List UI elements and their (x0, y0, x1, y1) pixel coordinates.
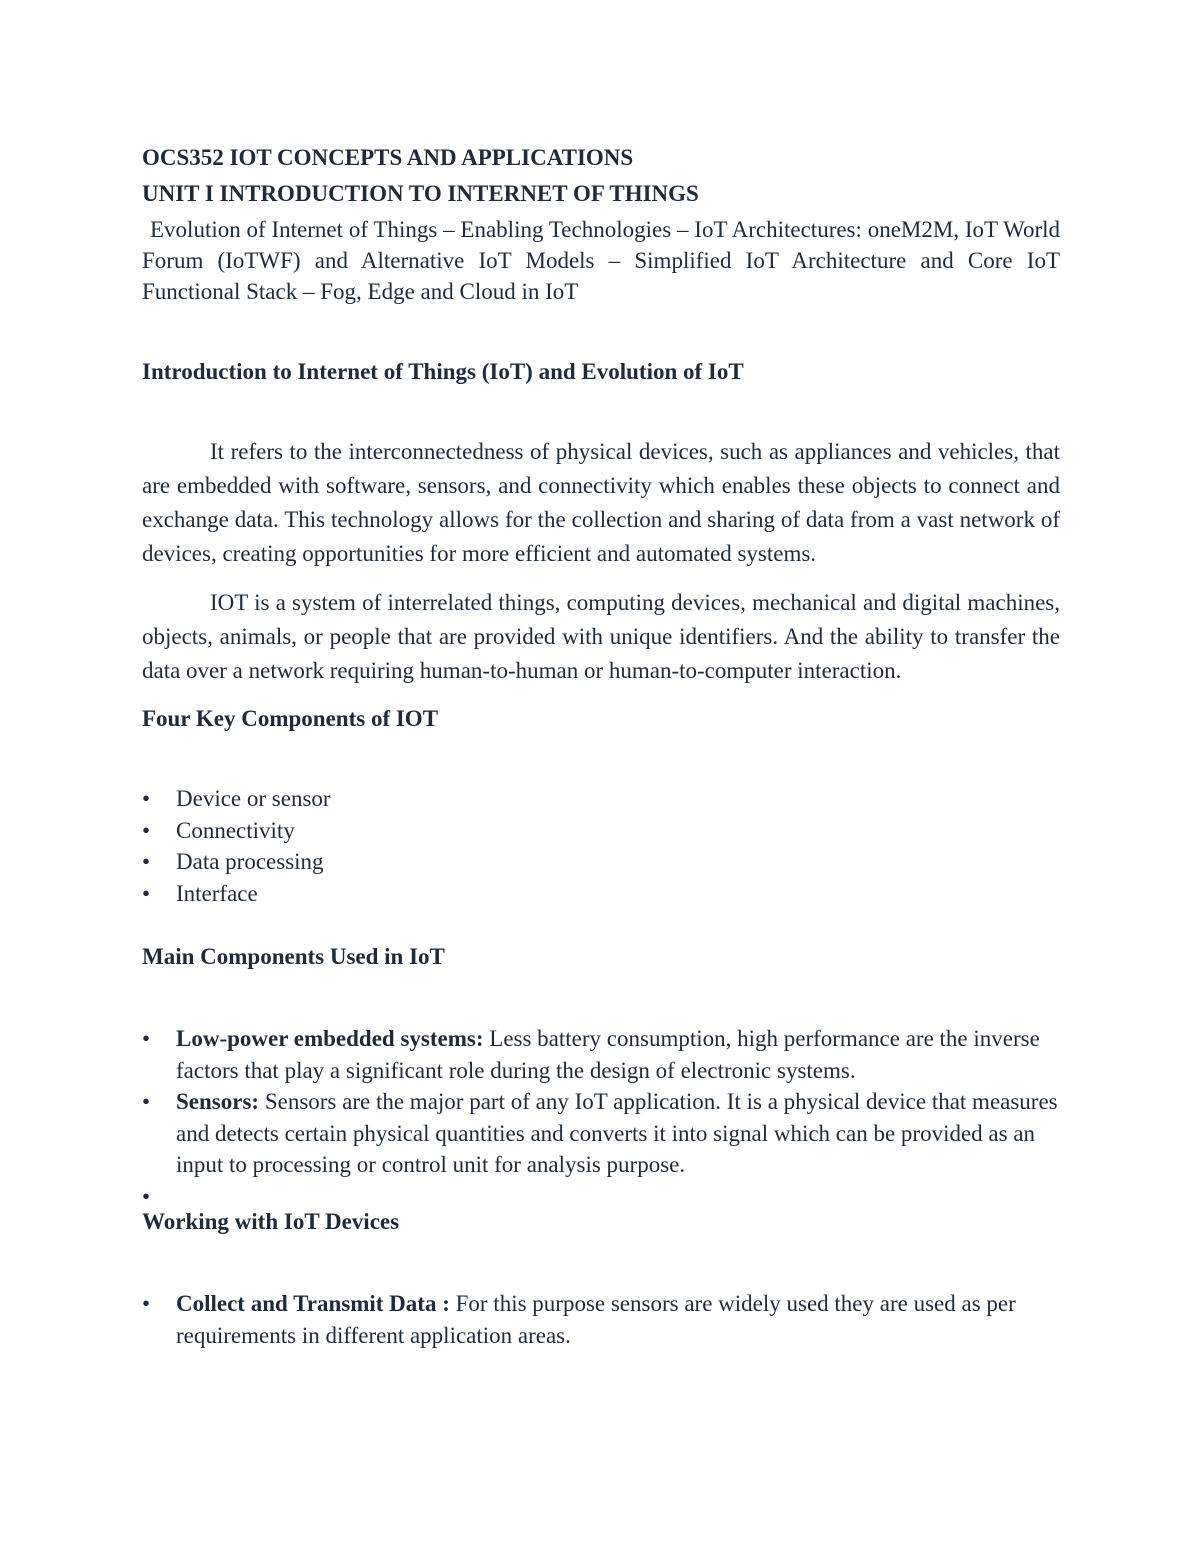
list-item-text: Less battery consumption, high performance are the inverse factors that play a significant role during the design of electronic systems. (176, 1026, 1040, 1083)
bullet-icon: • (142, 1089, 151, 1114)
list-item (142, 783, 1060, 815)
section-heading-key-components: Four Key Components of IOT (142, 706, 439, 731)
section-heading-main-components: Main Components Used in IoT (142, 944, 445, 969)
key-components-list (142, 783, 1060, 909)
list-item (142, 1288, 1060, 1351)
unit-syllabus: Evolution of Internet of Things – Enabling Technologies – IoT Architectures: oneM2M, IoT World Forum (IoTWF) and Alternative IoT Models – Simplified IoT Architecture and Core IoT Functional Stack – Fog, Edge and Cloud in IoT (142, 217, 1060, 304)
list-item (142, 1023, 1060, 1086)
bullet-icon: • (142, 1291, 151, 1316)
bullet-icon: • (142, 849, 151, 874)
list-item-text: Device or sensor (176, 786, 331, 811)
section-heading-working: Working with IoT Devices (142, 1209, 400, 1234)
unit-title: UNIT I INTRODUCTION TO INTERNET OF THINGS (142, 181, 699, 206)
list-item-text: Sensors are the major part of any IoT application. It is a physical device that measures and detects certain physical quantities and converts it into signal which can be provided as an input to processing or control unit for analysis purpose. (176, 1089, 1058, 1177)
list-item-text: For this purpose sensors are widely used they are used as per requirements in different application areas. (176, 1291, 1016, 1348)
bullet-icon: • (142, 817, 151, 843)
list-item-term: Sensors: (176, 1089, 260, 1114)
list-item (142, 815, 1060, 847)
bullet-icon: • (142, 1026, 151, 1051)
intro-paragraph-1: It refers to the interconnectedness of physical devices, such as appliances and vehicles, that are embedded with software, sensors, and connectivity which enables these objects to connect and exchange data. This technology allows for the collection and sharing of data from a vast network of devices, creating opportunities for more efficient and automated systems. (142, 439, 1060, 566)
main-components-list (142, 1023, 1060, 1212)
list-item-text: Interface (176, 880, 258, 906)
list-item-text: Data processing (176, 849, 324, 874)
list-item-term: Collect and Transmit Data : (176, 1291, 450, 1316)
list-item-text: Connectivity (176, 817, 295, 843)
list-item (142, 878, 1060, 910)
list-item (142, 1086, 1060, 1181)
section-heading-introduction: Introduction to Internet of Things (IoT) and Evolution of IoT (142, 359, 744, 384)
document-page (142, 140, 1060, 1351)
working-list (142, 1288, 1060, 1351)
list-item-term: Low-power embedded systems: (176, 1026, 484, 1051)
bullet-icon: • (142, 880, 151, 906)
bullet-icon: • (142, 1183, 151, 1209)
course-title: OCS352 IOT CONCEPTS AND APPLICATIONS (142, 145, 634, 170)
intro-paragraph-2: IOT is a system of interrelated things, computing devices, mechanical and digital machines, objects, animals, or people that are provided with unique identifiers. And the ability to transfer the data over a network requiring human-to-human or human-to-computer interaction. (142, 590, 1060, 683)
list-item (142, 846, 1060, 878)
list-item-empty (142, 1181, 1060, 1213)
bullet-icon: • (142, 786, 151, 811)
